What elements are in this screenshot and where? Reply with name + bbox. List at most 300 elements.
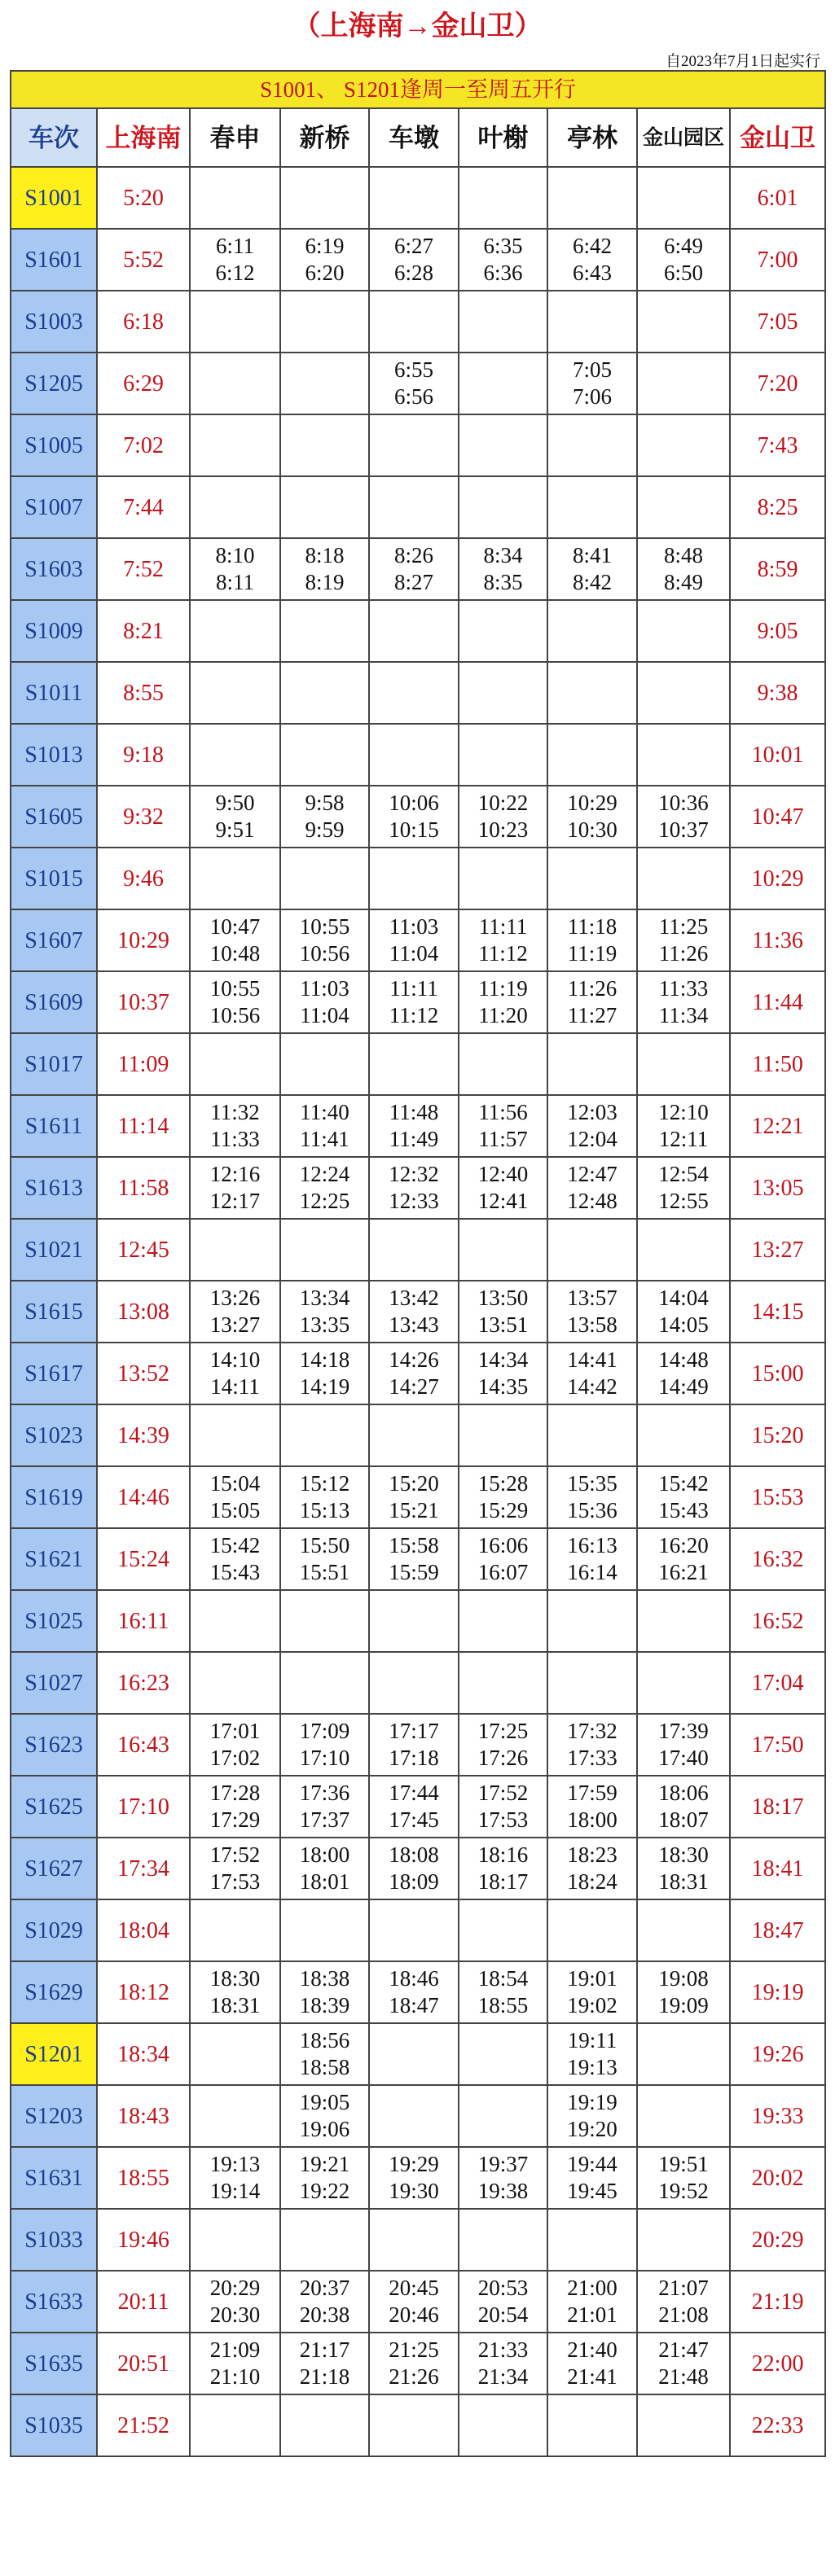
stop-time: 14:41 14:42 xyxy=(547,1343,637,1404)
stop-time: 17:28 17:29 xyxy=(190,1776,280,1838)
stop-time: 14:18 14:19 xyxy=(280,1343,369,1404)
stop-time xyxy=(190,724,280,786)
train-number: S1011 xyxy=(11,662,97,724)
stop-time xyxy=(190,1219,280,1281)
timetable xyxy=(10,70,826,2457)
stop-time xyxy=(637,291,730,353)
stop-time xyxy=(547,2209,637,2271)
stop-time: 10:55 10:56 xyxy=(280,909,369,971)
stop-time xyxy=(459,1899,547,1961)
stop-time: 17:01 17:02 xyxy=(190,1714,280,1776)
departure-time: 17:34 xyxy=(97,1838,190,1899)
stop-time: 19:11 19:13 xyxy=(547,2023,637,2085)
stop-time xyxy=(280,662,369,724)
stop-time xyxy=(547,724,637,786)
departure-time: 7:02 xyxy=(97,414,190,476)
departure-time: 6:18 xyxy=(97,291,190,353)
stop-time xyxy=(547,1652,637,1714)
departure-time: 16:43 xyxy=(97,1714,190,1776)
stop-time xyxy=(547,1590,637,1652)
train-row xyxy=(11,600,825,662)
train-number: S1007 xyxy=(11,476,97,538)
departure-time: 9:18 xyxy=(97,724,190,786)
stop-time xyxy=(547,291,637,353)
arrival-time: 13:27 xyxy=(730,1219,825,1281)
stop-time xyxy=(369,291,459,353)
stop-time: 11:25 11:26 xyxy=(637,909,730,971)
stop-time: 16:13 16:14 xyxy=(547,1528,637,1590)
stop-time: 11:56 11:57 xyxy=(459,1095,547,1157)
stop-time: 21:33 21:34 xyxy=(459,2333,547,2394)
stop-time xyxy=(369,1590,459,1652)
stop-time xyxy=(459,353,547,414)
arrival-time: 10:01 xyxy=(730,724,825,786)
stop-time xyxy=(190,662,280,724)
stop-time: 11:03 11:04 xyxy=(369,909,459,971)
train-number: S1631 xyxy=(11,2147,97,2209)
stop-time xyxy=(280,1404,369,1466)
arrival-time: 13:05 xyxy=(730,1157,825,1219)
arrival-time: 22:33 xyxy=(730,2394,825,2456)
stop-time xyxy=(459,167,547,229)
stop-time: 17:39 17:40 xyxy=(637,1714,730,1776)
stop-time xyxy=(547,1404,637,1466)
arrival-time: 18:47 xyxy=(730,1899,825,1961)
arrival-time: 17:50 xyxy=(730,1714,825,1776)
stop-time: 15:12 15:13 xyxy=(280,1466,369,1528)
stop-time xyxy=(280,1219,369,1281)
stop-time xyxy=(190,848,280,909)
stop-time xyxy=(547,476,637,538)
stop-time: 11:19 11:20 xyxy=(459,971,547,1033)
stop-time xyxy=(190,1652,280,1714)
stop-time xyxy=(459,291,547,353)
stop-time xyxy=(190,1033,280,1095)
departure-time: 5:52 xyxy=(97,229,190,291)
departure-time: 6:29 xyxy=(97,353,190,414)
train-number: S1611 xyxy=(11,1095,97,1157)
train-number: S1615 xyxy=(11,1281,97,1343)
stop-time: 12:10 12:11 xyxy=(637,1095,730,1157)
arrival-time: 20:29 xyxy=(730,2209,825,2271)
stop-time xyxy=(369,1219,459,1281)
departure-time: 14:39 xyxy=(97,1404,190,1466)
stop-time: 21:00 21:01 xyxy=(547,2271,637,2333)
header-station: 车墩 xyxy=(369,108,459,167)
stop-time xyxy=(190,476,280,538)
departure-time: 18:43 xyxy=(97,2085,190,2147)
stop-time xyxy=(369,1899,459,1961)
train-number: S1001 xyxy=(11,167,97,229)
stop-time: 13:50 13:51 xyxy=(459,1281,547,1343)
train-row xyxy=(11,1961,825,2023)
train-number: S1603 xyxy=(11,538,97,600)
train-row xyxy=(11,167,825,229)
stop-time xyxy=(547,600,637,662)
stop-time: 19:19 19:20 xyxy=(547,2085,637,2147)
departure-time: 18:34 xyxy=(97,2023,190,2085)
stop-time xyxy=(459,2085,547,2147)
stop-time: 19:29 19:30 xyxy=(369,2147,459,2209)
stop-time: 21:07 21:08 xyxy=(637,2271,730,2333)
arrival-time: 18:17 xyxy=(730,1776,825,1838)
stop-time: 18:08 18:09 xyxy=(369,1838,459,1899)
stop-time xyxy=(280,1652,369,1714)
header-row xyxy=(11,108,825,167)
arrival-time: 11:36 xyxy=(730,909,825,971)
arrival-time: 22:00 xyxy=(730,2333,825,2394)
train-row xyxy=(11,1652,825,1714)
train-row xyxy=(11,291,825,353)
arrival-time: 16:32 xyxy=(730,1528,825,1590)
arrival-time: 20:02 xyxy=(730,2147,825,2209)
train-number: S1607 xyxy=(11,909,97,971)
stop-time xyxy=(369,2209,459,2271)
header-station: 春申 xyxy=(190,108,280,167)
train-row xyxy=(11,1033,825,1095)
train-number: S1035 xyxy=(11,2394,97,2456)
departure-time: 18:12 xyxy=(97,1961,190,2023)
arrival-time: 14:15 xyxy=(730,1281,825,1343)
train-row xyxy=(11,1714,825,1776)
stop-time: 9:50 9:51 xyxy=(190,786,280,848)
stop-time: 6:19 6:20 xyxy=(280,229,369,291)
arrival-time: 19:26 xyxy=(730,2023,825,2085)
departure-time: 18:04 xyxy=(97,1899,190,1961)
stop-time: 13:42 13:43 xyxy=(369,1281,459,1343)
stop-time: 14:48 14:49 xyxy=(637,1343,730,1404)
train-number: S1627 xyxy=(11,1838,97,1899)
stop-time xyxy=(190,291,280,353)
stop-time: 17:32 17:33 xyxy=(547,1714,637,1776)
departure-time: 18:55 xyxy=(97,2147,190,2209)
stop-time xyxy=(280,1033,369,1095)
train-row xyxy=(11,1466,825,1528)
stop-time: 13:26 13:27 xyxy=(190,1281,280,1343)
header-train: 车次 xyxy=(11,108,97,167)
stop-time: 21:47 21:48 xyxy=(637,2333,730,2394)
train-row xyxy=(11,1590,825,1652)
effective-date: 自2023年7月1日起实行 xyxy=(665,53,820,70)
stop-time: 12:16 12:17 xyxy=(190,1157,280,1219)
stop-time: 14:34 14:35 xyxy=(459,1343,547,1404)
departure-time: 17:10 xyxy=(97,1776,190,1838)
departure-time: 9:46 xyxy=(97,848,190,909)
stop-time: 18:30 18:31 xyxy=(637,1838,730,1899)
stop-time xyxy=(280,1899,369,1961)
train-number: S1201 xyxy=(11,2023,97,2085)
stop-time: 17:52 17:53 xyxy=(459,1776,547,1838)
stop-time: 15:58 15:59 xyxy=(369,1528,459,1590)
stop-time: 21:25 21:26 xyxy=(369,2333,459,2394)
stop-time xyxy=(547,167,637,229)
stop-time: 20:37 20:38 xyxy=(280,2271,369,2333)
stop-time: 19:01 19:02 xyxy=(547,1961,637,2023)
stop-time: 8:41 8:42 xyxy=(547,538,637,600)
stop-time: 11:40 11:41 xyxy=(280,1095,369,1157)
stop-time xyxy=(190,1899,280,1961)
stop-time xyxy=(280,1590,369,1652)
stop-time xyxy=(369,1033,459,1095)
train-number: S1205 xyxy=(11,353,97,414)
stop-time xyxy=(190,600,280,662)
timetable-body xyxy=(11,71,825,2456)
train-number: S1029 xyxy=(11,1899,97,1961)
stop-time: 15:20 15:21 xyxy=(369,1466,459,1528)
arrival-time: 10:29 xyxy=(730,848,825,909)
train-number: S1025 xyxy=(11,1590,97,1652)
stop-time: 11:26 11:27 xyxy=(547,971,637,1033)
stop-time xyxy=(459,600,547,662)
stop-time: 12:54 12:55 xyxy=(637,1157,730,1219)
stop-time: 12:47 12:48 xyxy=(547,1157,637,1219)
stop-time: 18:54 18:55 xyxy=(459,1961,547,2023)
stop-time: 15:42 15:43 xyxy=(190,1528,280,1590)
train-row xyxy=(11,1776,825,1838)
service-note: S1001、 S1201逢周一至周五开行 xyxy=(11,71,825,108)
arrival-time: 15:20 xyxy=(730,1404,825,1466)
stop-time: 15:42 15:43 xyxy=(637,1466,730,1528)
departure-time: 13:08 xyxy=(97,1281,190,1343)
stop-time: 19:44 19:45 xyxy=(547,2147,637,2209)
stop-time: 11:18 11:19 xyxy=(547,909,637,971)
stop-time: 6:42 6:43 xyxy=(547,229,637,291)
stop-time xyxy=(637,1404,730,1466)
stop-time: 18:38 18:39 xyxy=(280,1961,369,2023)
stop-time xyxy=(547,662,637,724)
stop-time: 9:58 9:59 xyxy=(280,786,369,848)
stop-time xyxy=(459,2023,547,2085)
departure-time: 9:32 xyxy=(97,786,190,848)
departure-time: 16:23 xyxy=(97,1652,190,1714)
stop-time: 17:44 17:45 xyxy=(369,1776,459,1838)
stop-time: 8:34 8:35 xyxy=(459,538,547,600)
stop-time: 17:25 17:26 xyxy=(459,1714,547,1776)
departure-time: 13:52 xyxy=(97,1343,190,1404)
stop-time: 10:22 10:23 xyxy=(459,786,547,848)
departure-time: 15:24 xyxy=(97,1528,190,1590)
stop-time: 13:34 13:35 xyxy=(280,1281,369,1343)
stop-time xyxy=(280,724,369,786)
train-number: S1629 xyxy=(11,1961,97,2023)
departure-time: 11:14 xyxy=(97,1095,190,1157)
stop-time: 15:50 15:51 xyxy=(280,1528,369,1590)
stop-time xyxy=(459,2209,547,2271)
train-row xyxy=(11,848,825,909)
stop-time xyxy=(369,1652,459,1714)
stop-time xyxy=(369,2023,459,2085)
stop-time xyxy=(547,1033,637,1095)
stop-time xyxy=(459,1219,547,1281)
stop-time xyxy=(637,414,730,476)
stop-time xyxy=(369,600,459,662)
stop-time xyxy=(459,1652,547,1714)
stop-time xyxy=(637,1219,730,1281)
train-row xyxy=(11,2271,825,2333)
departure-time: 20:51 xyxy=(97,2333,190,2394)
arrival-time: 7:05 xyxy=(730,291,825,353)
stop-time: 12:32 12:33 xyxy=(369,1157,459,1219)
stop-time xyxy=(547,1899,637,1961)
stop-time: 14:04 14:05 xyxy=(637,1281,730,1343)
train-row xyxy=(11,2023,825,2085)
service-note-row xyxy=(11,71,825,108)
stop-time: 10:55 10:56 xyxy=(190,971,280,1033)
stop-time: 21:40 21:41 xyxy=(547,2333,637,2394)
stop-time: 10:47 10:48 xyxy=(190,909,280,971)
stop-time xyxy=(190,353,280,414)
stop-time: 19:21 19:22 xyxy=(280,2147,369,2209)
arrival-time: 7:00 xyxy=(730,229,825,291)
stop-time xyxy=(280,476,369,538)
train-row xyxy=(11,538,825,600)
stop-time xyxy=(369,848,459,909)
arrival-time: 8:25 xyxy=(730,476,825,538)
stop-time xyxy=(280,848,369,909)
stop-time: 12:24 12:25 xyxy=(280,1157,369,1219)
train-row xyxy=(11,229,825,291)
stop-time: 7:05 7:06 xyxy=(547,353,637,414)
stop-time xyxy=(637,2023,730,2085)
stop-time xyxy=(637,2394,730,2456)
stop-time xyxy=(280,2394,369,2456)
train-row xyxy=(11,1157,825,1219)
train-number: S1621 xyxy=(11,1528,97,1590)
stop-time: 19:13 19:14 xyxy=(190,2147,280,2209)
stop-time: 21:17 21:18 xyxy=(280,2333,369,2394)
stop-time: 16:06 16:07 xyxy=(459,1528,547,1590)
timetable-title: （上海南→金山卫） xyxy=(292,11,543,42)
departure-time: 19:46 xyxy=(97,2209,190,2271)
train-row xyxy=(11,476,825,538)
stop-time xyxy=(190,1404,280,1466)
stop-time xyxy=(459,414,547,476)
departure-time: 16:11 xyxy=(97,1590,190,1652)
stop-time xyxy=(280,600,369,662)
train-number: S1033 xyxy=(11,2209,97,2271)
stop-time xyxy=(190,167,280,229)
stop-time xyxy=(280,2209,369,2271)
header-terminus: 金山卫 xyxy=(730,108,825,167)
stop-time: 14:26 14:27 xyxy=(369,1343,459,1404)
arrival-time: 19:33 xyxy=(730,2085,825,2147)
stop-time: 18:06 18:07 xyxy=(637,1776,730,1838)
stop-time: 12:03 12:04 xyxy=(547,1095,637,1157)
stop-time xyxy=(369,1404,459,1466)
stop-time: 19:05 19:06 xyxy=(280,2085,369,2147)
departure-time: 20:11 xyxy=(97,2271,190,2333)
stop-time xyxy=(637,1652,730,1714)
train-number: S1625 xyxy=(11,1776,97,1838)
stop-time xyxy=(637,1899,730,1961)
departure-time: 7:44 xyxy=(97,476,190,538)
train-number: S1613 xyxy=(11,1157,97,1219)
train-row xyxy=(11,2333,825,2394)
departure-time: 21:52 xyxy=(97,2394,190,2456)
stop-time: 18:30 18:31 xyxy=(190,1961,280,2023)
stop-time xyxy=(369,476,459,538)
departure-time: 8:55 xyxy=(97,662,190,724)
header-station: 新桥 xyxy=(280,108,369,167)
stop-time: 15:28 15:29 xyxy=(459,1466,547,1528)
stop-time: 20:53 20:54 xyxy=(459,2271,547,2333)
stop-time: 19:51 19:52 xyxy=(637,2147,730,2209)
header-origin: 上海南 xyxy=(97,108,190,167)
stop-time xyxy=(280,167,369,229)
train-number: S1617 xyxy=(11,1343,97,1404)
departure-time: 11:58 xyxy=(97,1157,190,1219)
stop-time: 6:49 6:50 xyxy=(637,229,730,291)
stop-time: 15:04 15:05 xyxy=(190,1466,280,1528)
arrival-time: 21:19 xyxy=(730,2271,825,2333)
departure-time: 5:20 xyxy=(97,167,190,229)
stop-time xyxy=(369,414,459,476)
stop-time: 6:11 6:12 xyxy=(190,229,280,291)
stop-time xyxy=(280,291,369,353)
train-number: S1005 xyxy=(11,414,97,476)
stop-time: 6:55 6:56 xyxy=(369,353,459,414)
departure-time: 10:37 xyxy=(97,971,190,1033)
train-number: S1203 xyxy=(11,2085,97,2147)
arrival-time: 8:59 xyxy=(730,538,825,600)
train-row xyxy=(11,1404,825,1466)
train-row xyxy=(11,353,825,414)
stop-time: 18:23 18:24 xyxy=(547,1838,637,1899)
stop-time xyxy=(459,2394,547,2456)
train-row xyxy=(11,1219,825,1281)
train-row xyxy=(11,1838,825,1899)
stop-time xyxy=(190,1590,280,1652)
stop-time: 18:16 18:17 xyxy=(459,1838,547,1899)
train-row xyxy=(11,414,825,476)
stop-time: 11:48 11:49 xyxy=(369,1095,459,1157)
stop-time: 13:57 13:58 xyxy=(547,1281,637,1343)
stop-time: 18:00 18:01 xyxy=(280,1838,369,1899)
train-row xyxy=(11,724,825,786)
stop-time xyxy=(637,353,730,414)
stop-time: 10:06 10:15 xyxy=(369,786,459,848)
train-number: S1017 xyxy=(11,1033,97,1095)
stop-time: 8:48 8:49 xyxy=(637,538,730,600)
train-row xyxy=(11,2394,825,2456)
train-number: S1623 xyxy=(11,1714,97,1776)
arrival-time: 18:41 xyxy=(730,1838,825,1899)
stop-time xyxy=(637,1590,730,1652)
header-station: 金山园区 xyxy=(637,108,730,167)
arrival-time: 15:00 xyxy=(730,1343,825,1404)
stop-time xyxy=(369,724,459,786)
stop-time xyxy=(637,167,730,229)
train-row xyxy=(11,2147,825,2209)
train-number: S1021 xyxy=(11,1219,97,1281)
stop-time xyxy=(369,662,459,724)
stop-time xyxy=(637,2209,730,2271)
stop-time xyxy=(190,2394,280,2456)
stop-time: 19:37 19:38 xyxy=(459,2147,547,2209)
stop-time xyxy=(459,1590,547,1652)
stop-time: 17:59 18:00 xyxy=(547,1776,637,1838)
train-row xyxy=(11,971,825,1033)
stop-time xyxy=(637,1033,730,1095)
train-number: S1003 xyxy=(11,291,97,353)
stop-time: 11:03 11:04 xyxy=(280,971,369,1033)
arrival-time: 9:05 xyxy=(730,600,825,662)
stop-time: 8:26 8:27 xyxy=(369,538,459,600)
stop-time xyxy=(369,2085,459,2147)
arrival-time: 19:19 xyxy=(730,1961,825,2023)
arrival-time: 9:38 xyxy=(730,662,825,724)
stop-time: 18:46 18:47 xyxy=(369,1961,459,2023)
